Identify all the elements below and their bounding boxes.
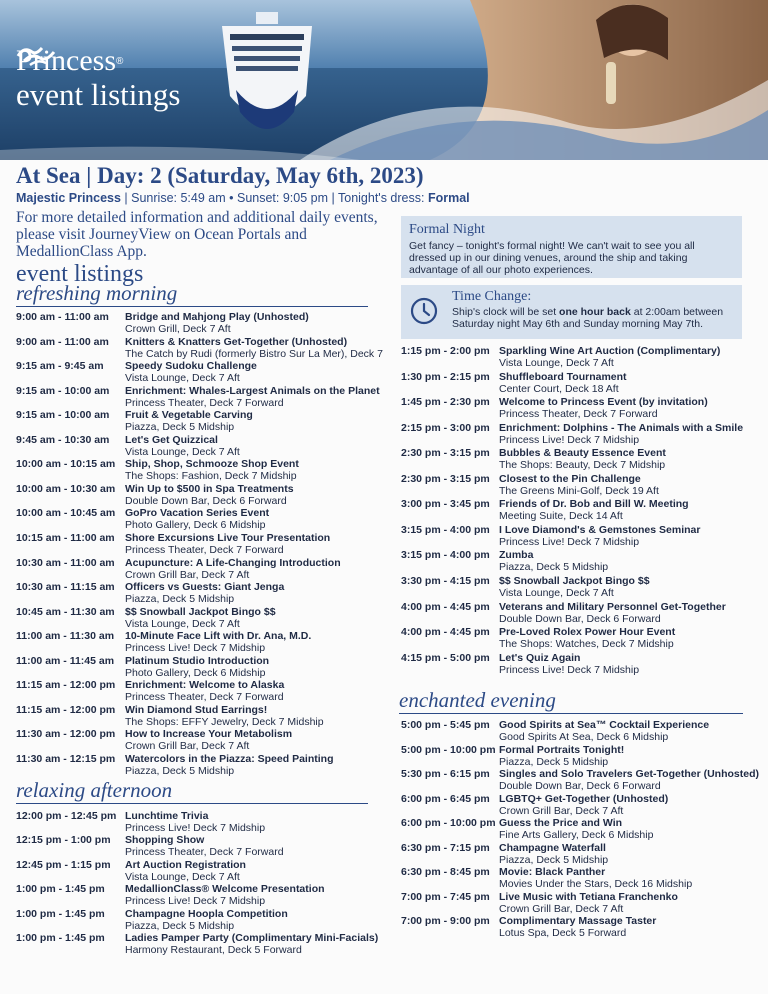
- event-location: Piazza, Deck 5 Midship: [125, 593, 235, 606]
- event-row: [16, 409, 253, 434]
- event-row: [401, 574, 650, 599]
- event-row: [16, 630, 312, 655]
- event-row: [16, 433, 240, 458]
- event-details: [125, 483, 294, 507]
- time-change-title: Time Change:: [452, 289, 532, 304]
- event-row: [401, 841, 609, 866]
- evening-heading: enchanted evening: [399, 688, 743, 714]
- event-details: [499, 447, 666, 471]
- event-details: [499, 842, 608, 866]
- event-title: Enrichment: Dolphins - The Animals with a Smile: [499, 421, 744, 434]
- event-details: [125, 728, 292, 752]
- event-title: Formal Portraits Tonight!: [499, 743, 625, 756]
- event-location: Piazza, Deck 5 Midship: [125, 421, 235, 434]
- event-title: 10-Minute Face Lift with Dr. Ana, M.D.: [125, 630, 312, 643]
- event-location: The Shops: Fashion, Deck 7 Midship: [125, 470, 297, 483]
- event-time: 11:00 am - 11:45 am: [16, 654, 115, 667]
- afternoon-heading: relaxing afternoon: [16, 778, 368, 804]
- event-row: [16, 932, 379, 956]
- event-row: [16, 507, 270, 532]
- event-row: [16, 384, 380, 409]
- sunrise-time: Sunrise: 5:49 am: [131, 191, 226, 205]
- event-title: Champagne Hoopla Competition: [125, 907, 288, 920]
- event-title: Friends of Dr. Bob and Bill W. Meeting: [499, 498, 689, 511]
- event-listings-heading: event listings: [16, 261, 144, 287]
- event-title: Speedy Sudoku Challenge: [125, 360, 257, 373]
- event-location: Double Down Bar, Deck 6 Forward: [499, 780, 661, 792]
- event-details: [499, 793, 668, 817]
- event-title: Watercolors in the Piazza: Speed Painting: [125, 752, 334, 765]
- princess-wave-logo-icon: [16, 44, 56, 66]
- event-location: Princess Theater, Deck 7 Forward: [499, 408, 658, 421]
- event-time: 2:15 pm - 3:00 pm: [401, 421, 490, 434]
- ship-name: Majestic Princess: [16, 191, 121, 205]
- event-location: Harmony Restaurant, Deck 5 Forward: [125, 944, 302, 956]
- event-title: Zumba: [499, 549, 534, 562]
- event-details: [499, 396, 708, 420]
- event-location: Princess Live! Deck 7 Midship: [125, 642, 266, 655]
- event-title: MedallionClass® Welcome Presentation: [125, 883, 325, 896]
- event-location: Princess Live! Deck 7 Midship: [499, 535, 640, 548]
- champagne-glass-icon: [606, 62, 616, 104]
- event-location: Vista Lounge, Deck 7 Aft: [125, 870, 240, 883]
- formal-night-text: Get fancy – tonight's formal night! We can't wait to see you all dressed up in our dining venues, around the ship and taking advantage of all our photo experiences.: [409, 240, 695, 276]
- event-details: [125, 704, 324, 728]
- event-row: [16, 858, 246, 883]
- event-time: 12:45 pm - 1:15 pm: [16, 858, 111, 871]
- event-title: Pre-Loved Rolex Power Hour Event: [499, 626, 676, 639]
- event-time: 9:15 am - 10:00 am: [16, 384, 110, 397]
- event-time: 6:00 pm - 10:00 pm: [401, 817, 496, 829]
- event-time: 3:15 pm - 4:00 pm: [401, 549, 490, 562]
- event-location: Princess Theater, Deck 7 Forward: [125, 691, 284, 704]
- event-details: [125, 311, 309, 335]
- event-title: Acupuncture: A Life-Changing Introduction: [125, 556, 341, 569]
- event-location: The Shops: EFFY Jewelry, Deck 7 Midship: [125, 715, 324, 728]
- event-details: [499, 549, 608, 573]
- event-row: [401, 817, 654, 841]
- event-time: 10:30 am - 11:15 am: [16, 581, 115, 594]
- event-row: [16, 883, 325, 908]
- event-details: [499, 498, 689, 522]
- event-row: [16, 335, 383, 360]
- event-row: [16, 311, 309, 335]
- event-title: Platinum Studio Introduction: [125, 654, 270, 667]
- event-title: Shuffleboard Tournament: [499, 370, 627, 383]
- event-time: 1:00 pm - 1:45 pm: [16, 907, 105, 920]
- event-time: 10:00 am - 10:30 am: [16, 482, 116, 495]
- event-row: [401, 396, 708, 421]
- event-location: Princess Theater, Deck 7 Forward: [125, 543, 284, 556]
- event-details: [125, 908, 288, 932]
- event-row: [16, 752, 334, 777]
- event-time: 11:30 am - 12:15 pm: [16, 752, 116, 765]
- event-time: 7:00 pm - 7:45 pm: [401, 890, 490, 903]
- event-row: [401, 890, 678, 915]
- intro-text: For more detailed information and additional daily events, please visit JourneyView on Ocean Portals and MedallionClass App.: [16, 209, 378, 260]
- event-location: Princess Theater, Deck 7 Forward: [125, 396, 284, 409]
- event-location: Vista Lounge, Deck 7 Aft: [125, 372, 240, 385]
- event-location: Photo Gallery, Deck 6 Midship: [125, 519, 266, 532]
- event-location: Princess Live! Deck 7 Midship: [125, 822, 266, 834]
- event-details: [125, 753, 333, 777]
- event-details: [125, 581, 284, 605]
- event-time: 6:30 pm - 7:15 pm: [401, 841, 490, 854]
- event-title: Shore Excursions Live Tour Presentation: [125, 531, 331, 544]
- event-title: Complimentary Massage Taster: [499, 915, 657, 927]
- event-details: [125, 409, 253, 433]
- event-location: Crown Grill Bar, Deck 7 Aft: [499, 902, 624, 915]
- event-time: 3:30 pm - 4:15 pm: [401, 574, 490, 587]
- event-title: Enrichment: Welcome to Alaska: [125, 679, 285, 692]
- event-location: Crown Grill Bar, Deck 7 Aft: [499, 804, 624, 817]
- event-time: 4:00 pm - 4:45 pm: [401, 600, 490, 613]
- event-row: [16, 654, 270, 679]
- event-location: The Shops: Watches, Deck 7 Midship: [499, 638, 674, 651]
- event-time: 9:00 am - 11:00 am: [16, 335, 109, 348]
- event-details: [125, 630, 311, 654]
- event-title: $$ Snowball Jackpot Bingo $$: [499, 574, 650, 587]
- event-details: [499, 652, 639, 676]
- event-title: Ladies Pamper Party (Complimentary Mini-Facials): [125, 932, 379, 944]
- event-title: Guess the Price and Win: [499, 817, 623, 829]
- event-row: [16, 907, 288, 932]
- event-location: Center Court, Deck 18 Aft: [499, 382, 619, 395]
- event-location: Vista Lounge, Deck 7 Aft: [499, 586, 614, 599]
- event-title: Fruit & Vegetable Carving: [125, 409, 253, 422]
- event-row: [401, 523, 701, 548]
- event-location: Double Down Bar, Deck 6 Forward: [125, 494, 287, 507]
- event-row: [16, 531, 331, 556]
- event-details: [125, 360, 257, 384]
- event-location: Princess Live! Deck 7 Midship: [499, 663, 640, 676]
- event-time: 12:00 pm - 12:45 pm: [16, 810, 117, 822]
- event-title: Lunchtime Trivia: [125, 810, 209, 822]
- event-time: 4:00 pm - 4:45 pm: [401, 626, 490, 639]
- event-location: Good Spirits At Sea, Deck 6 Midship: [499, 731, 669, 743]
- event-location: Princess Live! Deck 7 Midship: [499, 433, 640, 446]
- event-details: [125, 834, 284, 858]
- event-details: [499, 626, 675, 650]
- event-details: [125, 557, 341, 581]
- page-title: At Sea | Day: 2 (Saturday, May 6th, 2023): [16, 163, 424, 188]
- event-details: [499, 866, 692, 890]
- time-change-box: [401, 285, 742, 339]
- event-row: [16, 834, 284, 859]
- event-location: Piazza, Deck 5 Midship: [499, 755, 609, 768]
- event-title: How to Increase Your Metabolism: [125, 728, 293, 741]
- event-time: 6:00 pm - 6:45 pm: [401, 792, 490, 805]
- event-time: 9:15 am - 9:45 am: [16, 360, 104, 373]
- event-time: 9:15 am - 10:00 am: [16, 409, 110, 422]
- event-details: [125, 859, 246, 883]
- event-details: [125, 385, 380, 409]
- header-banner: [0, 0, 768, 160]
- event-details: [125, 932, 378, 956]
- event-row: [16, 728, 293, 753]
- brand-name: Princess: [16, 44, 116, 77]
- formal-night-title: Formal Night: [409, 222, 485, 237]
- event-location: Vista Lounge, Deck 7 Aft: [125, 445, 240, 458]
- event-time: 1:15 pm - 2:00 pm: [401, 345, 490, 357]
- event-location: Double Down Bar, Deck 6 Forward: [499, 612, 661, 625]
- event-row: [401, 549, 609, 574]
- event-title: Art Auction Registration: [125, 858, 246, 871]
- event-location: Piazza, Deck 5 Midship: [125, 919, 235, 932]
- event-time: 11:15 am - 12:00 pm: [16, 703, 116, 716]
- event-location: Princess Theater, Deck 7 Forward: [125, 846, 284, 859]
- event-title: Welcome to Princess Event (by invitation): [499, 396, 708, 409]
- event-details: [125, 532, 330, 556]
- clock-icon: [410, 297, 438, 325]
- dress-value: Formal: [427, 191, 470, 205]
- formal-night-box: [401, 216, 742, 278]
- event-time: 4:15 pm - 5:00 pm: [401, 651, 490, 664]
- event-time: 9:00 am - 11:00 am: [16, 311, 109, 323]
- morning-heading: refreshing morning: [16, 281, 368, 307]
- event-location: Vista Lounge, Deck 7 Aft: [499, 357, 614, 369]
- event-row: [16, 810, 266, 834]
- ship-info-line: Majestic Princess | Sunrise: 5:49 am • Sunset: 9:05 pm | Tonight's dress: Formal: [16, 191, 470, 205]
- event-title: Sparkling Wine Art Auction (Complimentary): [499, 345, 721, 357]
- event-row: [401, 421, 744, 446]
- event-details: [499, 524, 700, 548]
- event-time: 11:30 am - 12:00 pm: [16, 728, 116, 741]
- event-location: Piazza, Deck 5 Midship: [499, 561, 609, 574]
- event-row: [401, 626, 676, 651]
- event-title: Live Music with Tetiana Franchenko: [499, 890, 678, 903]
- event-time: 12:15 pm - 1:00 pm: [16, 834, 111, 847]
- event-time: 3:00 pm - 3:45 pm: [401, 498, 490, 511]
- event-details: [499, 473, 659, 497]
- event-details: [499, 915, 656, 939]
- brand-subtitle: event listings: [16, 77, 181, 112]
- event-details: [499, 768, 759, 792]
- event-title: GoPro Vacation Series Event: [125, 507, 270, 520]
- event-title: Bridge and Mahjong Play (Unhosted): [125, 311, 309, 323]
- event-title: Knitters & Knatters Get-Together (Unhosted): [125, 335, 348, 348]
- event-time: 3:15 pm - 4:00 pm: [401, 523, 490, 536]
- event-title: Good Spirits at Sea™ Cocktail Experience: [499, 719, 710, 731]
- event-details: [125, 336, 383, 360]
- event-location: Photo Gallery, Deck 6 Midship: [125, 666, 266, 679]
- event-title: Shopping Show: [125, 834, 205, 847]
- sunset-time: Sunset: 9:05 pm: [236, 191, 329, 205]
- event-title: Bubbles & Beauty Essence Event: [499, 447, 666, 460]
- event-details: [125, 458, 299, 482]
- event-location: The Shops: Beauty, Deck 7 Midship: [499, 459, 666, 472]
- event-row: [401, 743, 625, 768]
- event-row: [16, 556, 341, 581]
- event-details: [499, 371, 627, 395]
- event-details: [499, 422, 743, 446]
- registered-mark: ®: [116, 55, 124, 67]
- event-title: I Love Diamond's & Gemstones Seminar: [499, 523, 701, 536]
- event-details: [125, 679, 284, 703]
- event-row: [401, 719, 710, 743]
- event-row: [16, 581, 285, 606]
- event-title: Officers vs Guests: Giant Jenga: [125, 581, 285, 594]
- event-location: Crown Grill Bar, Deck 7 Aft: [125, 740, 250, 753]
- event-title: Closest to the Pin Challenge: [499, 472, 641, 485]
- event-location: Movies Under the Stars, Deck 16 Midship: [499, 878, 693, 890]
- event-row: [401, 498, 689, 523]
- event-location: Princess Live! Deck 7 Midship: [125, 895, 266, 908]
- event-time: 1:45 pm - 2:30 pm: [401, 396, 490, 409]
- event-location: Lotus Spa, Deck 5 Forward: [499, 927, 627, 939]
- event-row: [401, 651, 640, 676]
- event-location: The Catch by Rudi (formerly Bistro Sur La Mer), Deck 7: [125, 347, 383, 360]
- event-title: Win Diamond Stud Earrings!: [125, 703, 268, 716]
- event-row: [16, 458, 299, 483]
- event-row: [16, 703, 324, 728]
- event-time: 10:45 am - 11:30 am: [16, 605, 115, 618]
- event-time: 2:30 pm - 3:15 pm: [401, 472, 490, 485]
- event-location: Crown Grill Bar, Deck 7 Aft: [125, 568, 250, 581]
- event-title: Ship, Shop, Schmooze Shop Event: [125, 458, 299, 471]
- event-details: [499, 891, 678, 915]
- event-time: 11:00 am - 11:30 am: [16, 630, 115, 643]
- event-time: 9:45 am - 10:30 am: [16, 433, 110, 446]
- event-location: Fine Arts Gallery, Deck 6 Midship: [499, 829, 654, 841]
- event-details: [499, 345, 720, 369]
- event-row: [401, 600, 726, 625]
- event-title: LGBTQ+ Get-Together (Unhosted): [499, 792, 669, 805]
- event-location: The Greens Mini-Golf, Deck 19 Aft: [499, 484, 659, 497]
- event-details: [125, 507, 269, 531]
- event-time: 1:00 pm - 1:45 pm: [16, 932, 105, 944]
- event-row: [16, 482, 294, 507]
- event-details: [499, 719, 709, 743]
- event-details: [499, 744, 624, 768]
- event-title: Veterans and Military Personnel Get-Together: [499, 600, 726, 613]
- event-location: Piazza, Deck 5 Midship: [499, 853, 609, 866]
- event-row: [401, 472, 659, 497]
- event-time: 5:00 pm - 5:45 pm: [401, 719, 490, 731]
- event-time: 10:00 am - 10:45 am: [16, 507, 116, 520]
- event-time: 10:00 am - 10:15 am: [16, 458, 116, 471]
- event-details: [499, 817, 653, 841]
- event-time: 5:00 pm - 10:00 pm: [401, 743, 496, 756]
- event-title: Champagne Waterfall: [499, 841, 606, 854]
- event-time: 2:30 pm - 3:15 pm: [401, 447, 490, 460]
- event-location: Vista Lounge, Deck 7 Aft: [125, 617, 240, 630]
- event-time: 11:15 am - 12:00 pm: [16, 679, 116, 692]
- event-title: Movie: Black Panther: [499, 866, 606, 878]
- event-location: Piazza, Deck 5 Midship: [125, 764, 235, 777]
- event-row: [401, 447, 666, 472]
- event-time: 1:30 pm - 2:15 pm: [401, 370, 490, 383]
- event-time: 1:00 pm - 1:45 pm: [16, 883, 105, 896]
- event-location: Crown Grill, Deck 7 Aft: [125, 323, 231, 335]
- event-title: Enrichment: Whales-Largest Animals on the Planet: [125, 384, 380, 397]
- event-time: 5:30 pm - 6:15 pm: [401, 768, 490, 780]
- event-row: [401, 768, 760, 792]
- dress-label: Tonight's dress:: [338, 191, 425, 205]
- event-row: [16, 679, 285, 704]
- brand-block: [16, 44, 180, 112]
- event-row: [401, 866, 693, 890]
- event-location: Meeting Suite, Deck 14 Aft: [499, 510, 623, 523]
- event-title: Win Up to $500 in Spa Treatments: [125, 482, 294, 495]
- time-change-text: Ship's clock will be set one hour back at 2:00am between Saturday night May 6th and Sunday morning May 7th.: [452, 306, 724, 330]
- event-time: 6:30 pm - 8:45 pm: [401, 866, 490, 878]
- event-title: $$ Snowball Jackpot Bingo $$: [125, 605, 276, 618]
- event-details: [125, 434, 240, 458]
- event-details: [125, 606, 276, 630]
- event-row: [401, 345, 721, 369]
- event-details: [125, 810, 265, 834]
- event-details: [125, 883, 325, 907]
- event-row: [16, 360, 257, 385]
- event-time: 7:00 pm - 9:00 pm: [401, 915, 490, 927]
- event-details: [499, 601, 726, 625]
- event-details: [499, 575, 650, 599]
- event-title: Let's Quiz Again: [499, 651, 581, 664]
- event-title: Singles and Solo Travelers Get-Together (Unhosted): [499, 768, 760, 780]
- event-row: [16, 605, 276, 630]
- event-row: [401, 792, 669, 817]
- event-time: 10:15 am - 11:00 am: [16, 531, 115, 544]
- event-title: Let's Get Quizzical: [125, 433, 218, 446]
- event-row: [401, 370, 627, 395]
- event-time: 10:30 am - 11:00 am: [16, 556, 115, 569]
- event-row: [401, 915, 657, 939]
- event-details: [125, 655, 269, 679]
